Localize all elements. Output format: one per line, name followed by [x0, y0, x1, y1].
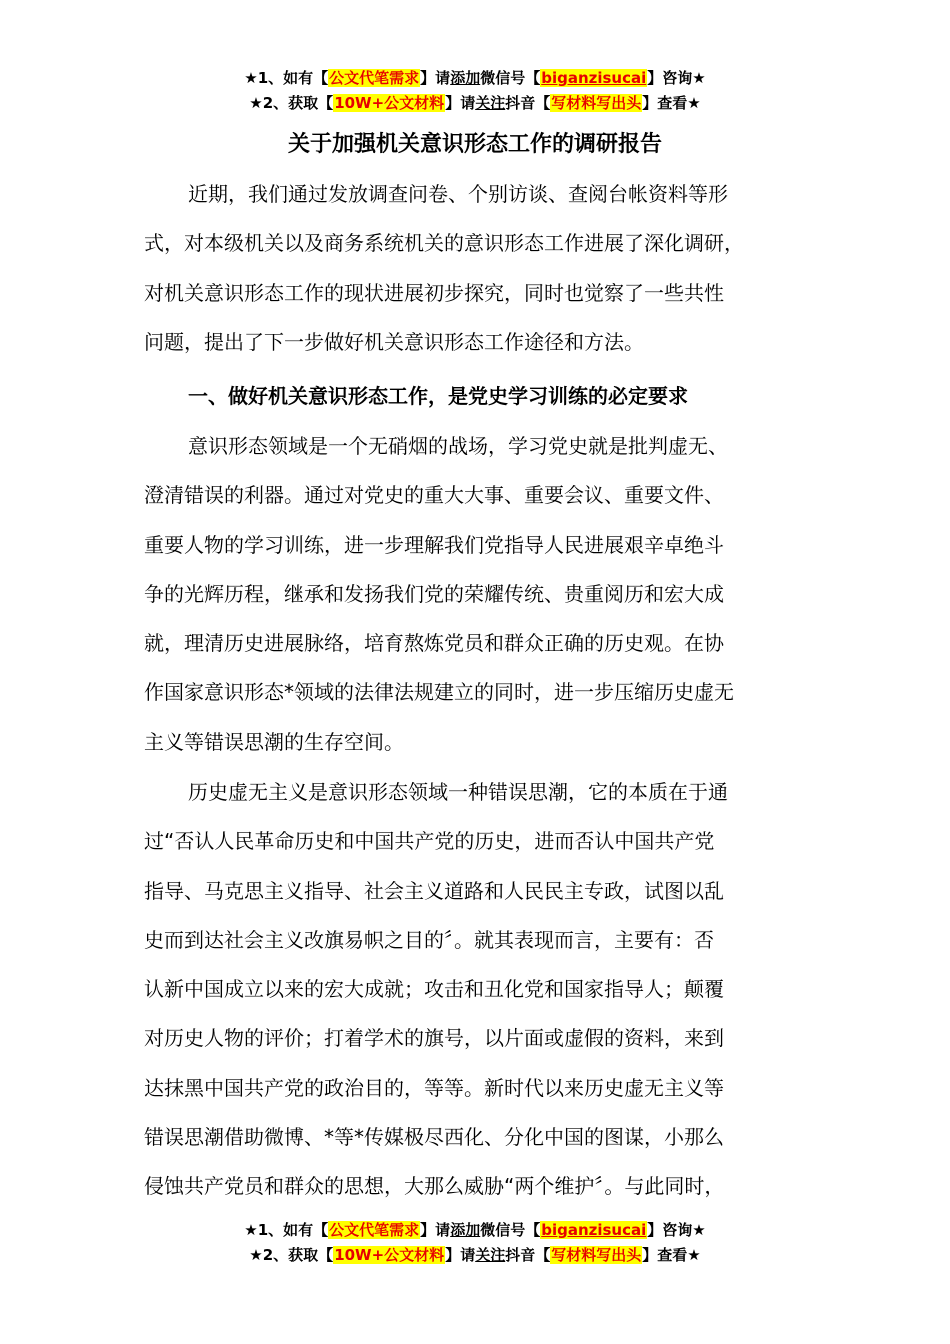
banner-text: 】请: [445, 94, 476, 112]
banner-underlined-text: 关注: [475, 94, 506, 112]
text-line: 认新中国成立以来的宏大成就；攻击和丑化党和国家指导人；颠覆: [144, 977, 724, 1002]
heading-text: 一、做好机关意识形态工作，是党史学习训练的必定要求: [188, 384, 688, 408]
banner-text: 】查看★: [642, 1246, 701, 1264]
banner-text: 抖音【: [505, 1246, 551, 1264]
banner-text: 微信号【: [480, 69, 541, 87]
banner-text: 】查看★: [642, 94, 701, 112]
banner-text: 】请: [420, 1221, 451, 1239]
banner-text: 】咨询★: [647, 69, 706, 87]
text-line: 指导、马克思主义指导、社会主义道路和人民民主专政，试图以乱: [144, 878, 724, 903]
text-line: 作国家意识形态*领域的法律法规建立的同时，进一步压缩历史虚无: [144, 680, 734, 705]
text-line: 历史虚无主义是意识形态领域一种错误思潮，它的本质在于通: [188, 780, 728, 804]
body-paragraph: [144, 768, 834, 1212]
text-line: 达抹黑中国共产党的政治目的，等等。新时代以来历史虚无主义等: [144, 1075, 724, 1100]
text-line: 对历史人物的评价；打着学术的旗号，以片面或虚假的资料，来到: [144, 1026, 724, 1051]
banner-underlined-text: 添加: [450, 1221, 481, 1239]
banner-text: 】请: [445, 1246, 476, 1264]
footer-banner: [0, 1218, 950, 1268]
text-line: 史而到达社会主义改旗易帜之目的〞。就其表现而言，主要有：否: [144, 927, 714, 952]
text-line: 问题，提出了下一步做好机关意识形态工作途径和方法。: [144, 329, 644, 354]
text-line: 侵蚀共产党员和群众的思想，大那么威胁“两个维护〞。与此同时，: [144, 1174, 725, 1199]
banner-text: 】咨询★: [647, 1221, 706, 1239]
intro-paragraph: [144, 170, 834, 367]
banner-text: ★1、如有【: [244, 69, 329, 87]
highlight-douyin-account: 写材料写出头: [551, 1246, 642, 1264]
banner-text: 抖音【: [505, 94, 551, 112]
text-line: 过“否认人民革命历史和中国共产党的历史，进而否认中国共产党: [144, 829, 715, 854]
highlight-materials: 10W+公文材料: [334, 94, 445, 112]
banner-text: ★1、如有【: [244, 1221, 329, 1239]
text-line: 式，对本级机关以及商务系统机关的意识形态工作进展了深化调研，: [144, 231, 744, 256]
banner-line-2: [0, 1243, 950, 1268]
text-line: 意识形态领域是一个无硝烟的战场，学习党史就是批判虚无、: [188, 434, 728, 458]
banner-text: 】请: [420, 69, 451, 87]
highlight-materials: 10W+公文材料: [334, 1246, 445, 1264]
text-line: 错误思潮借助微博、*等*传媒极尽西化、分化中国的图谋，小那么: [144, 1125, 724, 1150]
text-line: 近期，我们通过发放调查问卷、个别访谈、查阅台帐资料等形: [188, 182, 728, 206]
banner-line-1: [0, 66, 950, 91]
header-banner: [0, 66, 950, 116]
banner-text: 微信号【: [480, 1221, 541, 1239]
banner-line-2: [0, 91, 950, 116]
text-line: 就，理清历史进展脉络，培育熬炼党员和群众正确的历史观。在协: [144, 631, 724, 656]
text-line: 重要人物的学习训练，进一步理解我们党指导人民进展艰辛卓绝斗: [144, 532, 724, 557]
text-line: 澄清错误的利器。通过对党史的重大大事、重要会议、重要文件、: [144, 483, 724, 508]
document-title: 关于加强机关意识形态工作的调研报告: [287, 132, 662, 157]
body-paragraph: [144, 422, 834, 767]
banner-underlined-text: 添加: [450, 69, 481, 87]
banner-line-1: [0, 1218, 950, 1243]
highlight-wechat-id: biganzisucai: [541, 69, 647, 87]
highlight-service: 公文代笔需求: [329, 69, 420, 87]
text-line: 对机关意识形态工作的现状进展初步探究，同时也觉察了一些共性: [144, 280, 724, 305]
text-line: 争的光辉历程，继承和发扬我们党的荣耀传统、贵重阅历和宏大成: [144, 581, 724, 606]
banner-underlined-text: 关注: [475, 1246, 506, 1264]
highlight-douyin-account: 写材料写出头: [551, 94, 642, 112]
banner-text: ★2、获取【: [249, 94, 334, 112]
text-line: 主义等错误思潮的生存空间。: [144, 729, 404, 754]
banner-text: ★2、获取【: [249, 1246, 334, 1264]
highlight-service: 公文代笔需求: [329, 1221, 420, 1239]
highlight-wechat-id: biganzisucai: [541, 1221, 647, 1239]
section-heading: [144, 372, 834, 421]
